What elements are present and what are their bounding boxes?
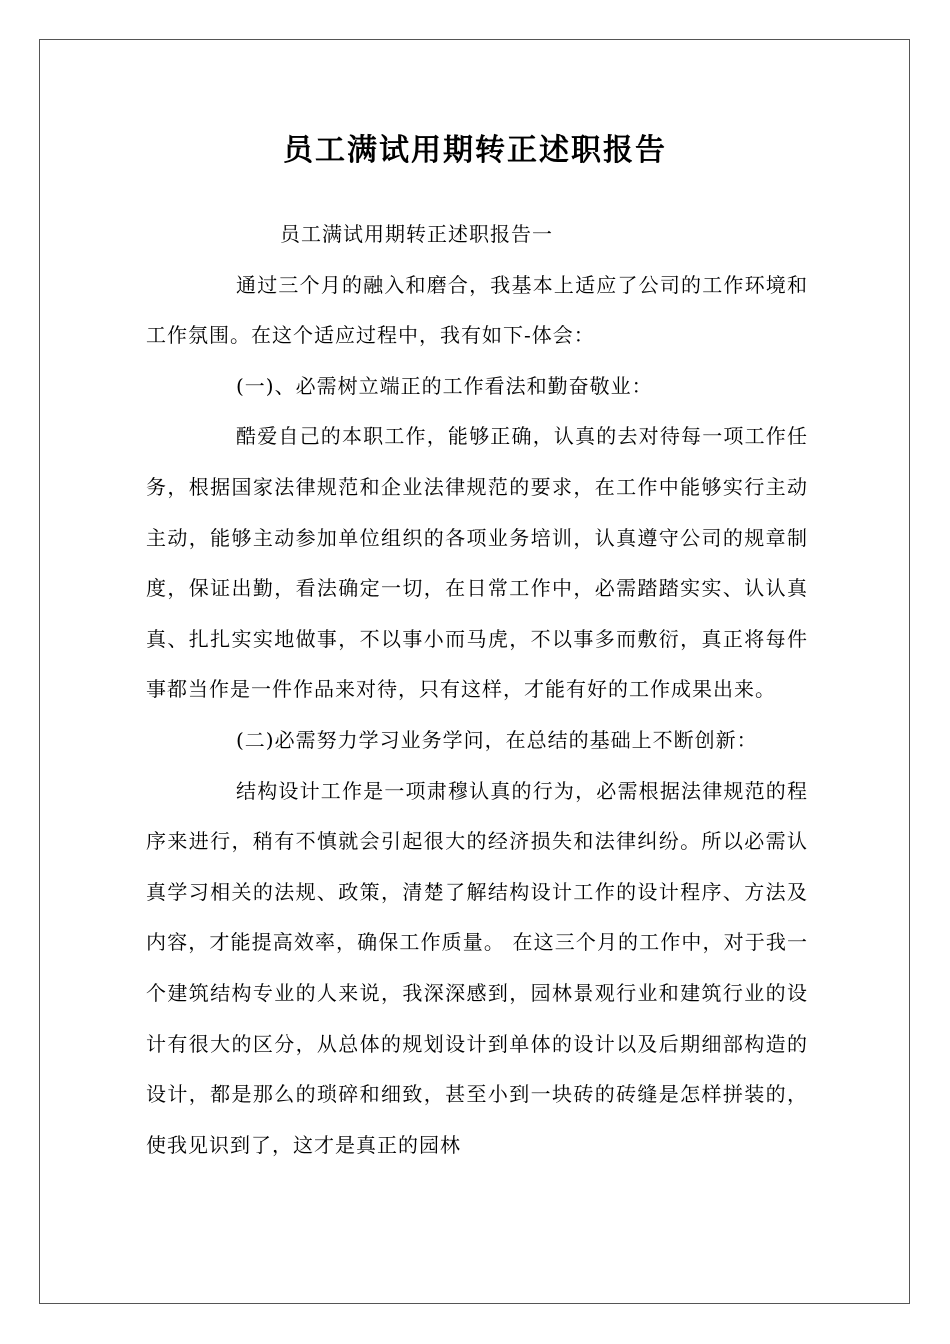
paragraph-structural-design: 结构设计工作是一项肃穆认真的行为，必需根据法律规范的程序来进行，稍有不慎就会引起很大的经济损失和法律纠纷。所以必需认真学习相关的法规、政策，清楚了解结构设计工作的设计程序、方法及内容，才能提高效率，确保工作质量。 在这三个月的工作中，对于我一个建筑结构专业的人来说，我深深感到，园林景观行业和建筑行业的设计有很大的区分，从总体的规划设计到单体的设计以及后期细部构造的设计，都是那么的琐碎和细致，甚至小到一块砖的砖缝是怎样拼装的，使我见识到了，这才是真正的园林 <box>146 778 808 1157</box>
paragraph-intro: 通过三个月的融入和磨合，我基本上适应了公司的工作环境和工作氛围。在这个适应过程中，我有如下-体会： <box>146 272 808 348</box>
section-heading-2: (二)必需努力学习业务学问，在总结的基础上不断创新： <box>236 727 758 752</box>
document-title: 员工满试用期转正述职报告 <box>283 133 667 168</box>
document-body <box>146 209 808 1170</box>
document-subtitle: 员工满试用期转正述职报告一 <box>280 222 553 246</box>
paragraph-work-attitude: 酷爱自己的本职工作，能够正确，认真的去对待每一项工作任务，根据国家法律规范和企业法律规范的要求，在工作中能够实行主动主动，能够主动参加单位组织的各项业务培训，认真遵守公司的规章制度，保证出勤，看法确定一切，在日常工作中，必需踏踏实实、认认真真、扎扎实实地做事，不以事小而马虎，不以事多而敷衍，真正将每件事都当作是一件作品来对待，只有这样，才能有好的工作成果出来。 <box>146 424 808 702</box>
section-heading-1: (一)、必需树立端正的工作看法和勤奋敬业： <box>236 373 653 398</box>
